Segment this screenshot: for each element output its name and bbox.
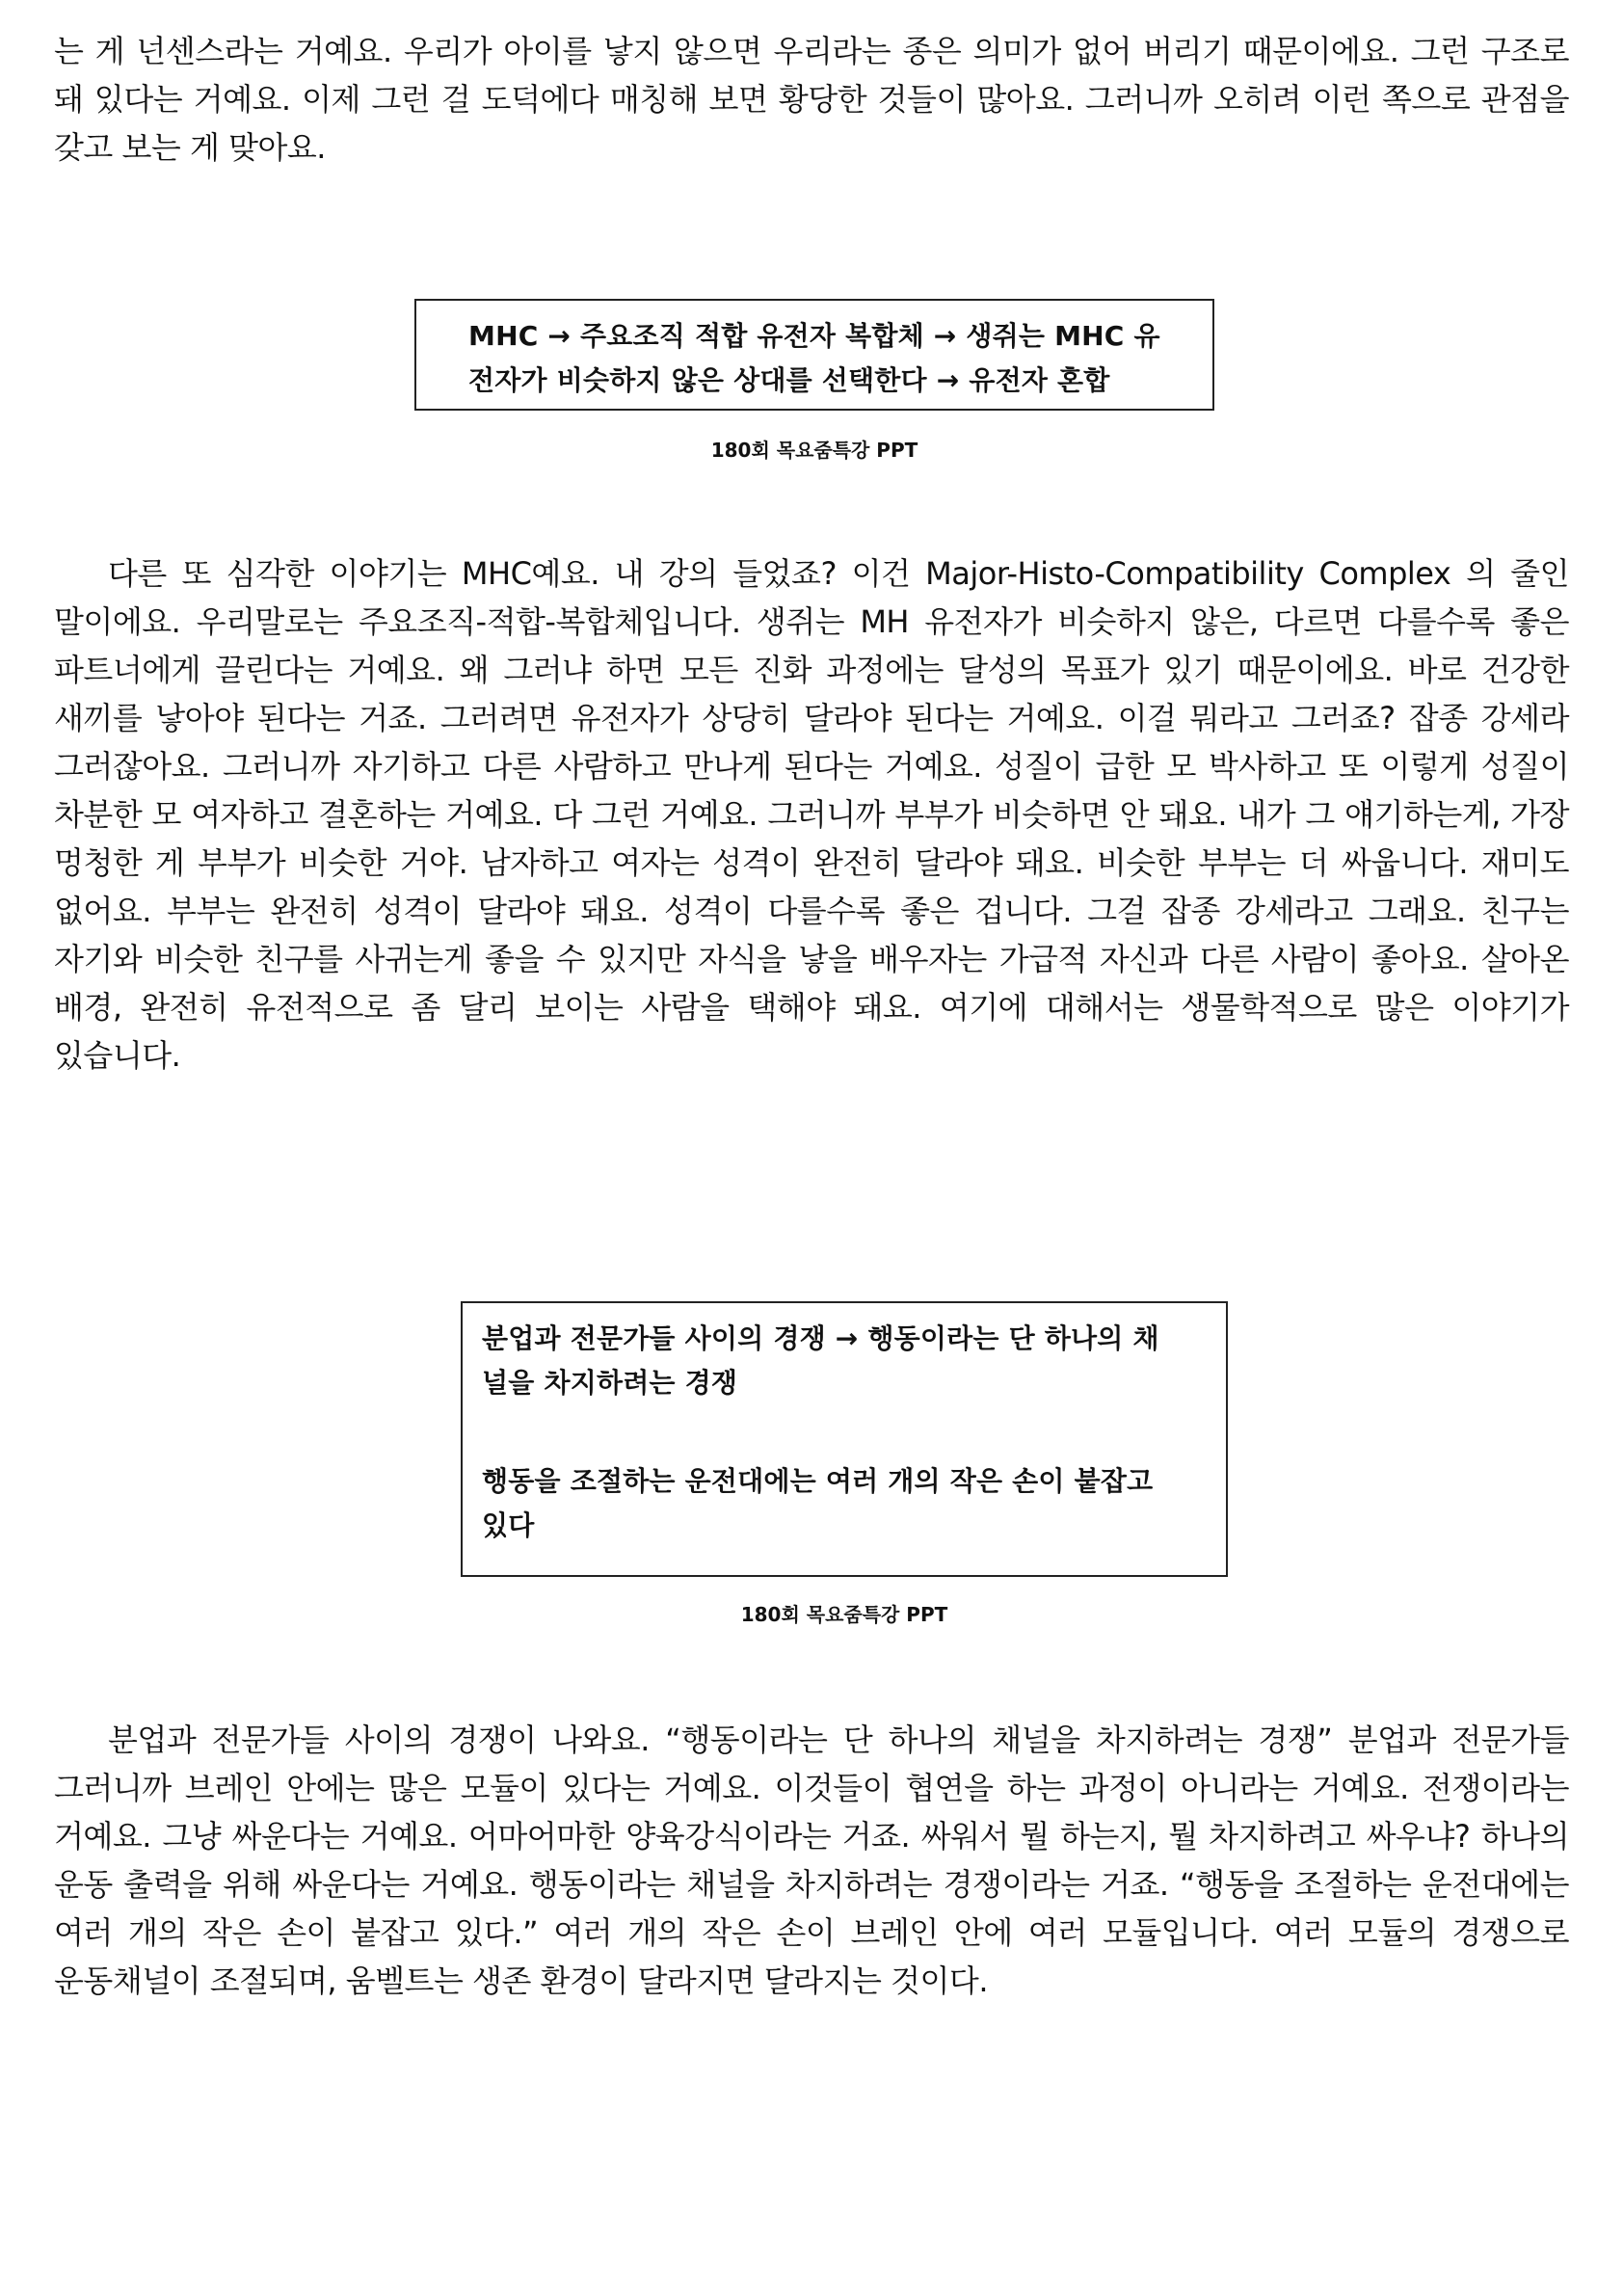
quote-box-mhc [414, 299, 1214, 411]
quote-line: 분업과 전문가들 사이의 경쟁 → 행동이라는 단 하나의 채 [482, 1322, 1159, 1354]
quote-box-competition [461, 1301, 1228, 1577]
paragraph-competition: 분업과 전문가들 사이의 경쟁이 나와요. “행동이라는 단 하나의 채널을 차지하려는 경쟁” 분업과 전문가들 그러니까 브레인 안에는 많은 모듈이 있다는 거예요. 이것들이 협연을 하는 과정이 아니라는 거예요. 전쟁이라는 거예요. 그냥 싸운다는 거예요. 어마어마한 양육강식이라는 거죠. 싸워서 뭘 하는지, 뭘 차지하려고 싸우냐? 하나의 운동 출력을 위해 싸운다는 거예요. 행동이라는 채널을 차지하려는 경쟁이라는 거죠. “행동을 조절하는 운전대에는 여러 개의 작은 손이 붙잡고 있다.” 여러 개의 작은 손이 브레인 안에 여러 모듈입니다. 여러 모듈의 경쟁으로 운동채널이 조절되며, 움벨트는 생존 환경이 달라지면 달라지는 것이다. [54, 1722, 1569, 1999]
paragraph-intro: 는 게 넌센스라는 거예요. 우리가 아이를 낳지 않으면 우리라는 종은 의미가 없어 버리기 때문이에요. 그런 구조로 돼 있다는 거예요. 이제 그런 걸 도덕에다 매칭해 보면 황당한 것들이 많아요. 그러니까 오히려 이런 쪽으로 관점을 갖고 보는 게 맞아요. [54, 33, 1569, 166]
quote-caption: 180회 목요줌특강 PPT [710, 439, 918, 462]
quote-spacer [482, 1405, 1205, 1459]
quote-line: MHC → 주요조직 적합 유전자 복합체 → 생쥐는 MHC 유 [468, 320, 1160, 352]
quote-caption: 180회 목요줌특강 PPT [740, 1603, 948, 1626]
quote-line: 널을 차지하려는 경쟁 [482, 1367, 738, 1399]
paragraph-mhc: 다른 또 심각한 이야기는 MHC예요. 내 강의 들었죠? 이건 Major-Histo-Compatibility Complex 의 줄인 말이에요. 우리말로는 주요조직-적합-복합체입니다. 생쥐는 MH 유전자가 비슷하지 않은, 다르면 다를수록 좋은 파트너에게 끌린다는 거예요. 왜 그러냐 하면 모든 진화 과정에는 달성의 목표가 있기 때문이에요. 바로 건강한 새끼를 낳아야 된다는 거죠. 그러려면 유전자가 상당히 달라야 된다는 거예요. 이걸 뭐라고 그러죠? 잡종 강세라 그러잖아요. 그러니까 자기하고 다른 사람하고 만나게 된다는 거예요. 성질이 급한 모 박사하고 또 이렇게 성질이 차분한 모 여자하고 결혼하는 거예요. 다 그런 거예요. 그러니까 부부가 비슷하면 안 돼요. 내가 그 얘기하는게, 가장 멍청한 게 부부가 비슷한 거야. 남자하고 여자는 성격이 완전히 달라야 돼요. 비슷한 부부는 더 싸웁니다. 재미도 없어요. 부부는 완전히 성격이 달라야 돼요. 성격이 다를수록 좋은 겁니다. 그걸 잡종 강세라고 그래요. 친구는 자기와 비슷한 친구를 사귀는게 좋을 수 있지만 자식을 낳을 배우자는 가급적 자신과 다른 사람이 좋아요. 살아온 배경, 완전히 유전적으로 좀 달리 보이는 사람을 택해야 돼요. 여기에 대해서는 생물학적으로 많은 이야기가 있습니다. [54, 555, 1569, 1074]
quote-line: 행동을 조절하는 운전대에는 여러 개의 작은 손이 붙잡고 [482, 1465, 1154, 1497]
quote-line: 전자가 비슷하지 않은 상대를 선택한다 → 유전자 혼합 [468, 364, 1110, 396]
quote-line: 있다 [482, 1509, 535, 1541]
